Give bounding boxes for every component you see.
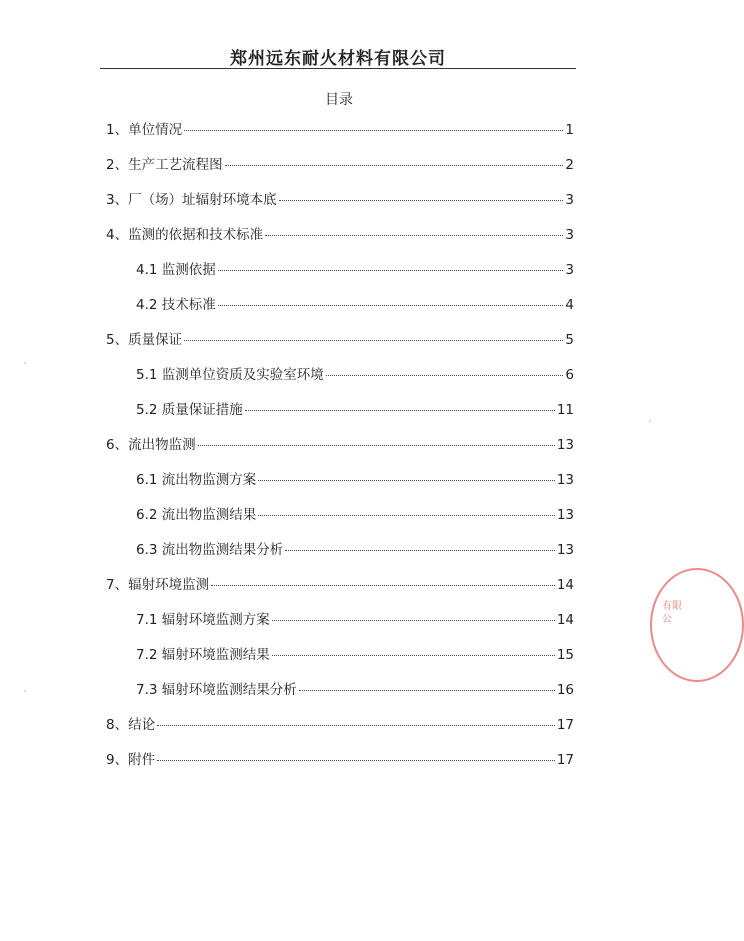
toc-entry (106, 716, 574, 734)
toc-entry (136, 471, 574, 489)
toc-entry-label: 4.2 技术标准 (136, 297, 216, 313)
toc-entry-label: 5、质量保证 (106, 332, 183, 348)
toc-entry-page: 13 (556, 507, 574, 523)
toc-entry (136, 541, 574, 559)
toc-entry-page: 13 (556, 472, 574, 488)
toc-leader-dots (225, 165, 564, 166)
toc-entry (136, 646, 574, 664)
scan-speck (24, 362, 26, 364)
toc-entry-label: 3、厂（场）址辐射环境本底 (106, 192, 277, 208)
scan-speck (24, 690, 26, 692)
toc-leader-dots (258, 480, 555, 481)
toc-entry (106, 191, 574, 209)
company-seal-stamp (650, 568, 744, 682)
toc-entry-page: 13 (556, 437, 574, 453)
toc-entry-page: 5 (565, 332, 574, 348)
toc-entry-page: 11 (556, 402, 574, 418)
toc-entry-label: 8、结论 (106, 717, 156, 733)
toc-leader-dots (272, 620, 555, 621)
toc-entry (136, 366, 574, 384)
toc-entry (106, 331, 574, 349)
toc-leader-dots (245, 410, 555, 411)
toc-entry-page: 14 (556, 577, 574, 593)
toc-entry-label: 7、辐射环境监测 (106, 577, 210, 593)
toc-leader-dots (218, 270, 564, 271)
toc-entry (136, 296, 574, 314)
header-divider (100, 68, 576, 69)
toc-entry-page: 13 (556, 542, 574, 558)
toc-entry-page: 3 (565, 192, 574, 208)
toc-leader-dots (157, 760, 555, 761)
toc-entry-page: 17 (556, 717, 574, 733)
toc-entry (106, 751, 574, 769)
toc-entry-page: 17 (556, 752, 574, 768)
toc-entry-page: 3 (565, 227, 574, 243)
toc-entry (136, 681, 574, 699)
toc-entry-page: 15 (556, 647, 574, 663)
toc-title: 目录 (325, 92, 353, 108)
toc-entry-label: 4、监测的依据和技术标准 (106, 227, 264, 243)
toc-entry-page: 3 (565, 262, 574, 278)
toc-entry-page: 1 (565, 122, 574, 138)
toc-entry-label: 2、生产工艺流程图 (106, 157, 223, 173)
toc-entry-label: 6、流出物监测 (106, 437, 196, 453)
toc-entry-label: 7.3 辐射环境监测结果分析 (136, 682, 297, 698)
toc-leader-dots (285, 550, 555, 551)
toc-entry-page: 16 (556, 682, 574, 698)
scan-speck (649, 420, 651, 422)
toc-leader-dots (279, 200, 564, 201)
toc-entry-label: 6.3 流出物监测结果分析 (136, 542, 284, 558)
toc-entry (106, 121, 574, 139)
toc-entry-page: 6 (565, 367, 574, 383)
toc-leader-dots (258, 515, 555, 516)
toc-entry-page: 14 (556, 612, 574, 628)
stamp-text: 有限公 (662, 601, 682, 625)
toc-entry-page: 4 (565, 297, 574, 313)
toc-entry-label: 4.1 监测依据 (136, 262, 216, 278)
toc-entry-label: 5.2 质量保证措施 (136, 402, 243, 418)
toc-leader-dots (198, 445, 555, 446)
company-header: 郑州远东耐火材料有限公司 (230, 49, 446, 69)
toc-entry (106, 156, 574, 174)
toc-entry (136, 401, 574, 419)
toc-entry (106, 226, 574, 244)
toc-entry-page: 2 (565, 157, 574, 173)
toc-leader-dots (184, 130, 563, 131)
toc-entry (106, 576, 574, 594)
toc-entry (106, 436, 574, 454)
toc-leader-dots (299, 690, 555, 691)
toc-leader-dots (272, 655, 555, 656)
toc-entry-label: 5.1 监测单位资质及实验室环境 (136, 367, 324, 383)
toc-leader-dots (265, 235, 563, 236)
toc-entry-label: 1、单位情况 (106, 122, 183, 138)
toc-leader-dots (218, 305, 564, 306)
toc-entry-label: 6.2 流出物监测结果 (136, 507, 257, 523)
toc-leader-dots (326, 375, 564, 376)
toc-entry-label: 6.1 流出物监测方案 (136, 472, 257, 488)
toc-leader-dots (157, 725, 555, 726)
toc-entry-label: 9、附件 (106, 752, 156, 768)
toc-entry-label: 7.2 辐射环境监测结果 (136, 647, 270, 663)
toc-leader-dots (211, 585, 555, 586)
toc-entry (136, 506, 574, 524)
toc-entry-label: 7.1 辐射环境监测方案 (136, 612, 270, 628)
toc-leader-dots (184, 340, 563, 341)
toc-entry (136, 611, 574, 629)
toc-entry (136, 261, 574, 279)
